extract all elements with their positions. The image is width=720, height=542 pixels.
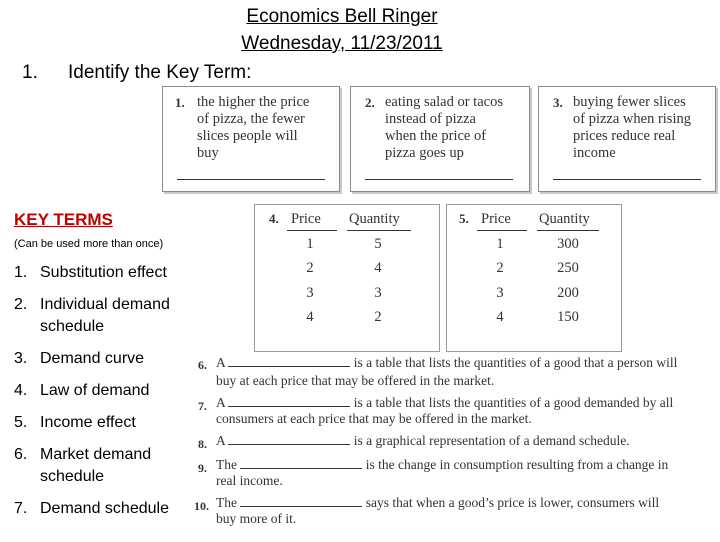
scenario-line: pizza goes up [385,145,464,161]
key-term-number: 4. [14,382,28,399]
table-cell: 4 [306,309,314,325]
key-term-text: Demand curve [40,350,145,367]
table-cell: 200 [557,285,579,301]
table-cell: 4 [496,309,504,325]
definition-pre: A [216,433,226,448]
list-item [14,498,200,520]
table-number: 4. [269,211,279,226]
definition-line [216,432,630,450]
key-term-number: 3. [14,350,28,367]
definition-text: is a graphical representation of a demand schedule. [353,433,630,448]
answer-blank[interactable] [365,179,513,180]
table-cell: 300 [557,236,579,252]
table-cell: 2 [374,309,382,325]
definition-line-2: real income. [216,473,283,488]
table-cell: 3 [306,285,314,301]
definition-pre: The [216,457,237,472]
header-underline [287,230,337,231]
scenario-line: buying fewer slices [573,94,686,110]
definition-number: 6. [198,358,207,372]
scenario-line: buy [197,145,219,161]
definition-line-2: buy at each price that may be offered in the market. [216,373,495,388]
key-term-text: Demand schedule [40,500,169,517]
definition-text: says that when a good’s price is lower, consumers will [365,495,660,510]
question-1-prompt: Identify the Key Term: [68,62,252,83]
header-underline [477,230,527,231]
list-item [14,294,200,338]
answer-blank[interactable] [553,179,701,180]
key-term-text: Law of demand [40,382,150,399]
table-cell: 250 [557,260,579,276]
table-cell: 3 [374,285,382,301]
demand-table-4 [254,204,440,352]
answer-blank[interactable] [240,495,362,507]
table-cell: 2 [306,260,314,276]
scenario-line: instead of pizza [385,111,476,127]
scenario-line: income [573,145,616,161]
definition-pre: A [216,355,226,370]
column-header-quantity: Quantity [539,211,590,227]
list-item [14,348,200,370]
scenario-box-2 [350,86,530,192]
table-cell: 5 [374,236,382,252]
definitions-section [194,352,718,542]
scenario-number: 1. [175,95,185,110]
key-terms-title: KEY TERMS [14,210,113,229]
column-header-price: Price [481,211,511,227]
page-date: Wednesday, 11/23/2011 [241,33,443,54]
scenario-box-3 [538,86,716,192]
demand-table-5 [446,204,622,352]
definition-line-2: consumers at each price that may be offered in the market. [216,411,532,426]
key-term-number: 5. [14,414,28,431]
scenario-number: 3. [553,95,563,110]
key-term-text: Substitution effect [40,264,167,281]
definition-pre: The [216,495,237,510]
scenario-line: the higher the price [197,94,310,110]
scenario-text [573,94,691,162]
scenario-line: prices reduce real [573,128,676,144]
scenario-line: slices people will [197,128,298,144]
scenario-line: of pizza when rising [573,111,691,127]
answer-blank[interactable] [228,355,350,367]
list-item [14,412,200,434]
scenario-box-1 [162,86,340,192]
table-cell: 4 [374,260,382,276]
definition-text: is the change in consumption resulting from a change in [365,457,669,472]
list-item [14,444,200,488]
list-item [14,262,200,284]
definition-number: 7. [198,399,207,413]
definition-line-2: buy more of it. [216,511,297,526]
page-title: Economics Bell Ringer [246,6,438,27]
definition-text: is a table that lists the quantities of a good demanded by all [353,395,674,410]
list-item [14,380,200,402]
table-cell: 3 [496,285,504,301]
definition-number: 8. [198,437,207,451]
answer-blank[interactable] [240,457,362,469]
table-cell: 1 [496,236,504,252]
table-cell: 1 [306,236,314,252]
key-term-number: 2. [14,296,28,313]
header-underline [537,230,599,231]
key-term-text: Income effect [40,414,136,431]
scenario-line: of pizza, the fewer [197,111,305,127]
key-term-number: 7. [14,500,28,517]
definition-number: 10. [194,499,209,513]
definition-pre: A [216,395,226,410]
definition-line [216,456,668,474]
table-number: 5. [459,211,469,226]
question-1-number: 1. [22,62,38,83]
definition-text: is a table that lists the quantities of a good that a person will [353,355,678,370]
answer-blank[interactable] [228,433,350,445]
table-cell: 150 [557,309,579,325]
scenario-number: 2. [365,95,375,110]
scenario-text [385,94,503,162]
scenario-text [197,94,309,162]
definition-line [216,354,677,372]
scenario-line: eating salad or tacos [385,94,503,110]
table-cell: 2 [496,260,504,276]
column-header-quantity: Quantity [349,211,400,227]
key-term-number: 6. [14,446,28,463]
answer-blank[interactable] [177,179,325,180]
scenario-line: when the price of [385,128,487,144]
column-header-price: Price [291,211,321,227]
header-underline [347,230,411,231]
definition-number: 9. [198,461,207,475]
key-terms-note: (Can be used more than once) [14,238,164,250]
key-terms-list [14,262,200,530]
key-term-number: 1. [14,264,28,281]
key-term-text: Individual demand schedule [40,296,170,335]
answer-blank[interactable] [228,395,350,407]
key-term-text: Market demand schedule [40,446,152,485]
question-1 [22,62,251,84]
